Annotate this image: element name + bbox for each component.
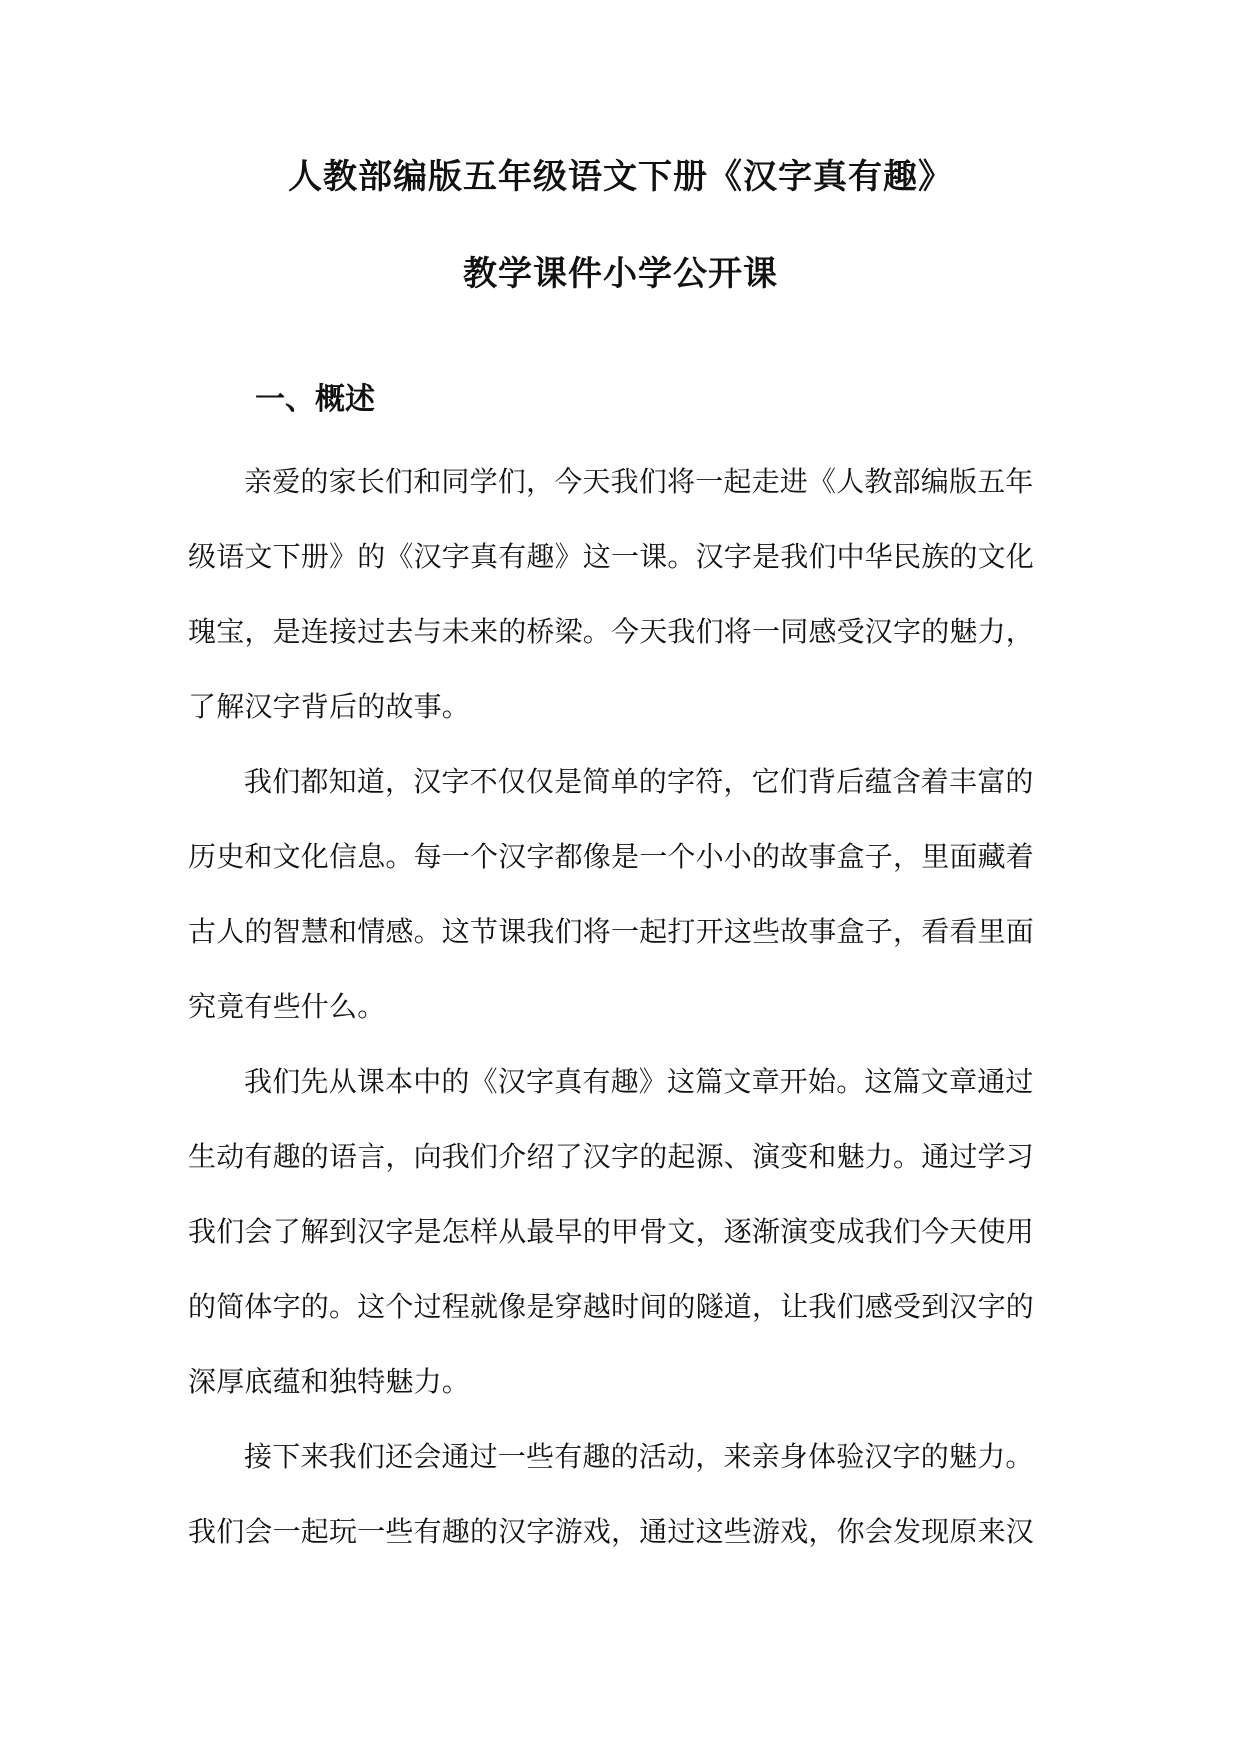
paragraph-3-line-4: 的简体字的。这个过程就像是穿越时间的隧道，让我们感受到汉字的 <box>188 1290 1035 1323</box>
document-title-line-1: 人教部编版五年级语文下册《汉字真有趣》 <box>288 157 953 197</box>
document-title-line-2: 教学课件小学公开课 <box>463 254 778 294</box>
paragraph-2-line-3: 古人的智慧和情感。这节课我们将一起打开这些故事盒子，看看里面 <box>188 915 1035 948</box>
paragraph-4-line-1: 接下来我们还会通过一些有趣的活动，来亲身体验汉字的魅力。 <box>244 1440 1034 1473</box>
paragraph-2-line-2: 历史和文化信息。每一个汉字都像是一个小小的故事盒子，里面藏着 <box>188 840 1035 873</box>
paragraph-4-line-2: 我们会一起玩一些有趣的汉字游戏，通过这些游戏，你会发现原来汉 <box>188 1515 1035 1548</box>
paragraph-1-line-4: 了解汉字背后的故事。 <box>188 690 471 723</box>
paragraph-3-line-2: 生动有趣的语言，向我们介绍了汉字的起源、演变和魅力。通过学习 <box>188 1140 1035 1173</box>
paragraph-3-line-5: 深厚底蕴和独特魅力。 <box>188 1365 471 1398</box>
paragraph-1-line-1: 亲爱的家长们和同学们，今天我们将一起走进《人教部编版五年 <box>244 465 1034 498</box>
paragraph-3-line-1: 我们先从课本中的《汉字真有趣》这篇文章开始。这篇文章通过 <box>244 1065 1034 1098</box>
paragraph-1-line-3: 瑰宝，是连接过去与未来的桥梁。今天我们将一同感受汉字的魅力， <box>188 615 1035 648</box>
section-heading-overview: 一、概述 <box>255 382 375 417</box>
paragraph-1-line-2: 级语文下册》的《汉字真有趣》这一课。汉字是我们中华民族的文化 <box>188 540 1035 573</box>
paragraph-3-line-3: 我们会了解到汉字是怎样从最早的甲骨文，逐渐演变成我们今天使用 <box>188 1215 1035 1248</box>
paragraph-2-line-4: 究竟有些什么。 <box>188 990 386 1023</box>
paragraph-2-line-1: 我们都知道，汉字不仅仅是简单的字符，它们背后蕴含着丰富的 <box>244 765 1034 798</box>
